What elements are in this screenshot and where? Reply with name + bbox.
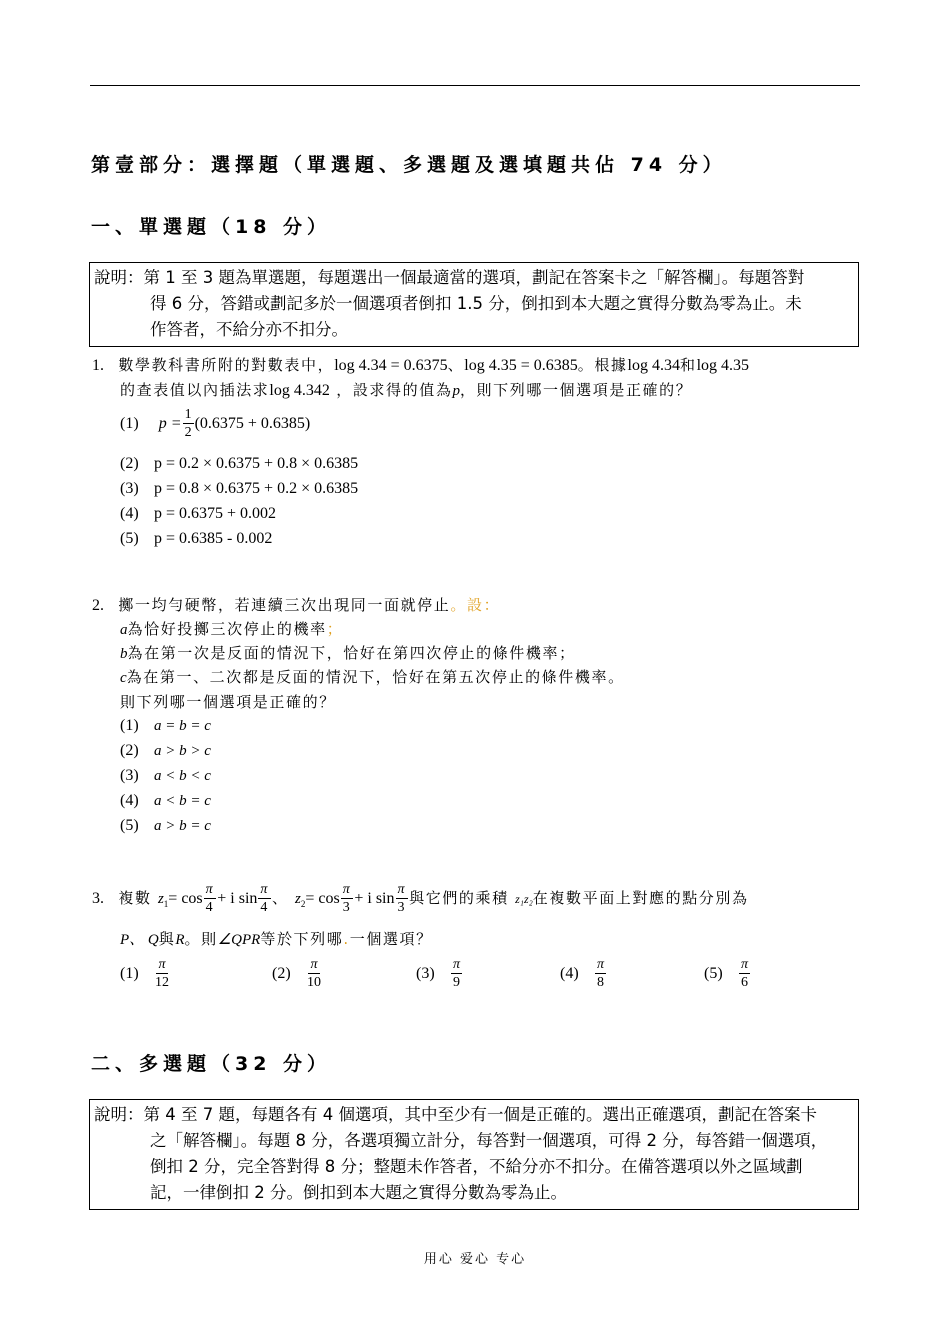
option-number: (1) bbox=[120, 415, 139, 432]
option bbox=[120, 479, 358, 498]
option bbox=[560, 956, 607, 991]
option-number: (3) bbox=[416, 965, 435, 982]
option bbox=[120, 766, 211, 785]
question-number: 1. bbox=[92, 357, 104, 374]
fraction bbox=[258, 881, 271, 916]
question-1-line-1 bbox=[92, 354, 749, 375]
fraction bbox=[451, 956, 462, 991]
section2-instructions-box bbox=[89, 1099, 859, 1210]
math-expr: p = bbox=[158, 415, 182, 432]
fraction bbox=[341, 881, 354, 916]
option-number: (3) bbox=[120, 767, 139, 784]
option bbox=[120, 504, 276, 523]
option bbox=[704, 956, 751, 991]
question-text: 、 bbox=[272, 889, 289, 907]
question-2-def-b bbox=[120, 642, 576, 663]
math-expr: z₁z₂ bbox=[515, 892, 533, 906]
fraction-num: π bbox=[397, 882, 407, 897]
option bbox=[120, 716, 211, 735]
math-var: z bbox=[295, 891, 301, 907]
question-text: 和 bbox=[680, 356, 697, 374]
fraction bbox=[739, 956, 750, 991]
math-expr: log 4.342 bbox=[269, 382, 330, 399]
fraction-num: π bbox=[158, 957, 166, 972]
instruction-line: 說明：第 4 至 7 題，每題各有 4 個選項，其中至少有一個是正確的。選出正確選項，劃記在答案卡 bbox=[94, 1105, 817, 1124]
option bbox=[120, 406, 310, 441]
page-footer: 用心 爱心 专心 bbox=[423, 1252, 527, 1267]
question-text: 。則 bbox=[184, 930, 218, 948]
instruction-line: 記，一律倒扣 2 分。倒扣到本大題之實得分數為零為止。 bbox=[150, 1183, 567, 1202]
section1-instructions-box bbox=[89, 262, 859, 347]
question-text: ； bbox=[326, 620, 344, 638]
option-number: (5) bbox=[120, 817, 139, 834]
question-text: ，設求得的值為 bbox=[336, 381, 453, 399]
instruction-line: 之「解答欄」。每題 8 分，各選項獨立計分，每答對一個選項，可得 2 分，每答錯一個選項， bbox=[150, 1131, 828, 1150]
fraction-num: π bbox=[205, 882, 215, 897]
math-expr: + i sin bbox=[354, 890, 395, 907]
fraction-num: π bbox=[597, 957, 605, 972]
question-text: 等於下列哪 bbox=[260, 930, 344, 948]
instruction-line: 作答者，不給分亦不扣分。 bbox=[150, 320, 348, 339]
option-number: (4) bbox=[560, 965, 579, 982]
fraction-num: π bbox=[310, 957, 318, 972]
fraction-num: π bbox=[453, 957, 461, 972]
math-expr: log 4.35 bbox=[696, 357, 750, 374]
fraction bbox=[183, 406, 194, 441]
instruction-line: 說明：第 1 至 3 題為單選題，每題選出一個最適當的選項，劃記在答案卡之「解答欄」。每題答對 bbox=[94, 268, 805, 287]
option bbox=[120, 741, 211, 760]
section2-title: 二、多選題（32 分） bbox=[91, 1053, 332, 1075]
question-text: ，則下列哪一個選項是正確的？ bbox=[459, 381, 693, 399]
fraction-den: 3 bbox=[397, 900, 407, 915]
fraction-den: 2 bbox=[184, 425, 192, 440]
question-text: 、 bbox=[447, 356, 465, 374]
section1-title: 一、單選題（18 分） bbox=[91, 216, 332, 238]
option bbox=[416, 956, 463, 991]
math-sub: 1 bbox=[163, 899, 169, 909]
math-expr: p = 0.8 × 0.6375 + 0.2 × 0.6385 bbox=[154, 480, 359, 497]
math-expr: ∠QPR bbox=[217, 932, 261, 948]
question-text: 的查表值以內插法求 bbox=[120, 381, 270, 399]
question-text: 數學教科書所附的對數表中， bbox=[118, 356, 335, 374]
question-text: 。設： bbox=[450, 596, 501, 614]
question-text: 。根據 bbox=[577, 356, 628, 374]
math-var: R bbox=[175, 932, 185, 948]
option-number: (2) bbox=[120, 742, 139, 759]
option-number: (4) bbox=[120, 792, 139, 809]
option-number: (2) bbox=[120, 455, 139, 472]
question-3-line-2: P、 Q與R。則∠QPR等於下列哪.一個選項？ bbox=[120, 930, 433, 948]
fraction bbox=[204, 881, 217, 916]
math-expr: log 4.35 = 0.6385 bbox=[464, 357, 578, 374]
math-expr: p = 0.2 × 0.6375 + 0.8 × 0.6385 bbox=[154, 455, 359, 472]
math-expr: = cos bbox=[305, 890, 340, 907]
question-text: 與 bbox=[158, 930, 176, 948]
math-expr: = cos bbox=[168, 890, 203, 907]
option bbox=[120, 791, 211, 810]
question-2-def-a bbox=[120, 618, 343, 639]
fraction-num: π bbox=[260, 882, 270, 897]
question-text: 為在第一、二次都是反面的情況下，恰好在第五次停止的條件機率。 bbox=[126, 668, 625, 686]
math-var: b bbox=[120, 646, 128, 662]
fraction-den: 4 bbox=[205, 900, 215, 915]
option bbox=[272, 956, 322, 991]
fraction bbox=[396, 881, 409, 916]
question-2-ask: 則下列哪一個選項是正確的？ bbox=[120, 693, 336, 711]
math-var: p bbox=[452, 383, 460, 399]
math-var: a bbox=[120, 622, 128, 638]
fraction-num: π bbox=[741, 957, 749, 972]
fraction-den: 4 bbox=[260, 900, 270, 915]
fraction-den: 3 bbox=[342, 900, 352, 915]
fraction-den: 10 bbox=[307, 975, 321, 990]
math-expr: (0.6375 + 0.6385) bbox=[194, 415, 311, 432]
math-expr: log 4.34 = 0.6375 bbox=[334, 357, 448, 374]
math-sub: 2 bbox=[300, 899, 306, 909]
option bbox=[120, 956, 170, 991]
fraction bbox=[155, 956, 169, 991]
option bbox=[120, 816, 211, 835]
math-var: z bbox=[157, 891, 164, 907]
fraction-num: 1 bbox=[184, 407, 192, 422]
fraction-den: 9 bbox=[453, 975, 460, 990]
option-number: (2) bbox=[272, 965, 291, 982]
option bbox=[120, 529, 272, 548]
math-expr: p = 0.6375 + 0.002 bbox=[154, 505, 277, 522]
math-expr: + i sin bbox=[217, 890, 258, 907]
option bbox=[120, 454, 358, 473]
fraction bbox=[595, 956, 606, 991]
question-text: 擲一均勻硬幣，若連續三次出現同一面就停止 bbox=[118, 596, 451, 614]
fraction-den: 8 bbox=[597, 975, 604, 990]
question-number: 2. bbox=[92, 597, 104, 614]
math-expr: p = 0.6385 - 0.002 bbox=[154, 530, 273, 547]
math-expr: a > b = c bbox=[154, 818, 211, 834]
option-number: (1) bbox=[120, 965, 139, 982]
instruction-line: 得 6 分，答錯或劃記多於一個選項者倒扣 1.5 分，倒扣到本大題之實得分數為零為止。未 bbox=[150, 294, 802, 313]
question-1-line-2 bbox=[120, 379, 692, 400]
math-var: c bbox=[120, 670, 127, 686]
fraction-den: 12 bbox=[155, 975, 169, 990]
question-number: 3. bbox=[92, 890, 104, 907]
question-2-line-1 bbox=[92, 594, 500, 615]
option-number: (3) bbox=[120, 480, 139, 497]
fraction-num: π bbox=[342, 882, 352, 897]
part-title: 第壹部分：選擇題（單選題、多選題及選填題共佔 74 分） bbox=[91, 154, 727, 176]
question-text: 為恰好投擲三次停止的機率 bbox=[127, 620, 327, 638]
question-text: 一個選項？ bbox=[349, 930, 433, 948]
option-number: (4) bbox=[120, 505, 139, 522]
question-text: 複數 bbox=[118, 889, 152, 907]
fraction bbox=[307, 956, 321, 991]
instruction-line: 倒扣 2 分，完全答對得 8 分；整題未作答者，不給分亦不扣分。在備答選項以外之區域劃 bbox=[150, 1157, 803, 1176]
option-number: (5) bbox=[704, 965, 723, 982]
question-text: 與它們的乘積 bbox=[409, 889, 509, 907]
question-text: 在複數平面上對應的點分別為 bbox=[532, 889, 749, 907]
math-expr: a < b = c bbox=[154, 793, 211, 809]
math-expr: a > b > c bbox=[154, 743, 211, 759]
math-expr: P、 Q bbox=[120, 932, 159, 948]
fraction-den: 6 bbox=[741, 975, 748, 990]
question-3-line-1 bbox=[92, 881, 749, 916]
question-text: 為在第一次是反面的情況下，恰好在第四次停止的條件機率； bbox=[127, 644, 576, 662]
math-expr: log 4.34 bbox=[627, 357, 680, 374]
math-expr: a = b = c bbox=[154, 718, 211, 734]
math-expr: a < b < c bbox=[154, 768, 211, 784]
option-number: (5) bbox=[120, 530, 139, 547]
top-rule bbox=[90, 85, 860, 86]
question-2-def-c bbox=[120, 666, 625, 687]
option-number: (1) bbox=[120, 717, 139, 734]
